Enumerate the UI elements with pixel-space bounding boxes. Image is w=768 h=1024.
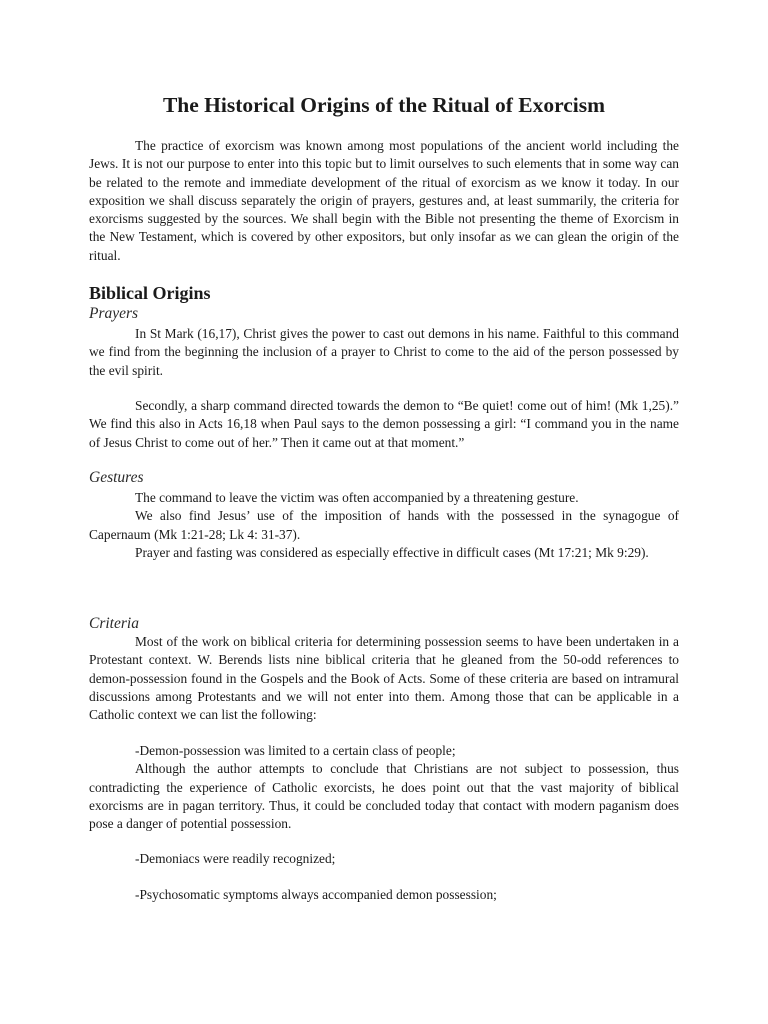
prayers-paragraph: Secondly, a sharp command directed towards the demon to “Be quiet! come out of him! (Mk 1,25).” We find this also in Acts 16,18 when Paul says to the demon possessing a girl: “I command you in the name of Jesus Christ to come out of her.” Then it came out at that moment.” xyxy=(89,398,679,450)
gestures-paragraph: Prayer and fasting was considered as especially effective in difficult cases (Mt 17:21; Mk 9:29). xyxy=(135,544,649,560)
prayers-paragraph-1-block xyxy=(89,325,679,380)
criteria-paragraph: Although the author attempts to conclude that Christians are not subject to possession, thus contradicting the experience of Catholic exorcists, he does point out that the vast majority of biblical exorcisms are in pagan territory. Thus, it could be concluded today that contact with modern paganism does pose a danger of potential possession. xyxy=(89,761,679,832)
subheading-gestures: Gestures xyxy=(89,469,144,486)
criteria-list-item: -Demoniacs were readily recognized; xyxy=(135,851,336,866)
subheading-prayers: Prayers xyxy=(89,305,139,322)
prayers-paragraph: In St Mark (16,17), Christ gives the power to cast out demons in his name. Faithful to this command we find from the beginning the inclusion of a prayer to Christ to come to the aid of the person possessed by the evil spirit. xyxy=(89,326,679,378)
intro-paragraph-block xyxy=(89,137,679,265)
document-title: The Historical Origins of the Ritual of Exorcism xyxy=(162,93,606,117)
prayers-paragraph-2-block xyxy=(89,397,679,452)
criteria-list-item: -Psychosomatic symptoms always accompanied demon possession; xyxy=(135,887,497,902)
criteria-list-item: -Demon-possession was limited to a certain class of people; xyxy=(135,743,456,758)
criteria-list-block xyxy=(89,742,679,833)
criteria-list-item-3-block xyxy=(89,886,679,904)
gestures-paragraph: The command to leave the victim was often accompanied by a threatening gesture. xyxy=(135,490,579,505)
gestures-paragraph: We also find Jesus’ use of the imposition of hands with the possessed in the synagogue of Capernaum (Mk 1:21-28; Lk 4: 31-37). xyxy=(89,508,679,542)
criteria-list-item-2-block xyxy=(89,850,679,868)
subheading-criteria: Criteria xyxy=(89,615,139,632)
intro-paragraph: The practice of exorcism was known among most populations of the ancient world including the Jews. It is not our purpose to enter into this topic but to limit ourselves to such elements that in some way can be related to the remote and immediate development of the ritual of exorcism as we know it today. In our exposition we shall discuss separately the origin of prayers, gestures and, at least summarily, the criteria for exorcisms suggested by the sources. We shall begin with the Bible not presenting the theme of Exorcism in the New Testament, which is covered by other expositors, but only insofar as we can glean the origin of the ritual. xyxy=(89,138,679,263)
section-heading-biblical-origins: Biblical Origins xyxy=(89,283,211,303)
gestures-paragraphs-block xyxy=(89,489,679,562)
criteria-paragraph-1-block xyxy=(89,633,679,724)
criteria-paragraph: Most of the work on biblical criteria for determining possession seems to have been undertaken in a Protestant context. W. Berends lists nine biblical criteria that he gleaned from the 50-odd references to demon-possession found in the Gospels and the Book of Acts. Some of these criteria are based on intramural discussions among Protestants and we will not enter into them. Among those that can be applicable in a Catholic context we can list the following: xyxy=(89,634,679,723)
